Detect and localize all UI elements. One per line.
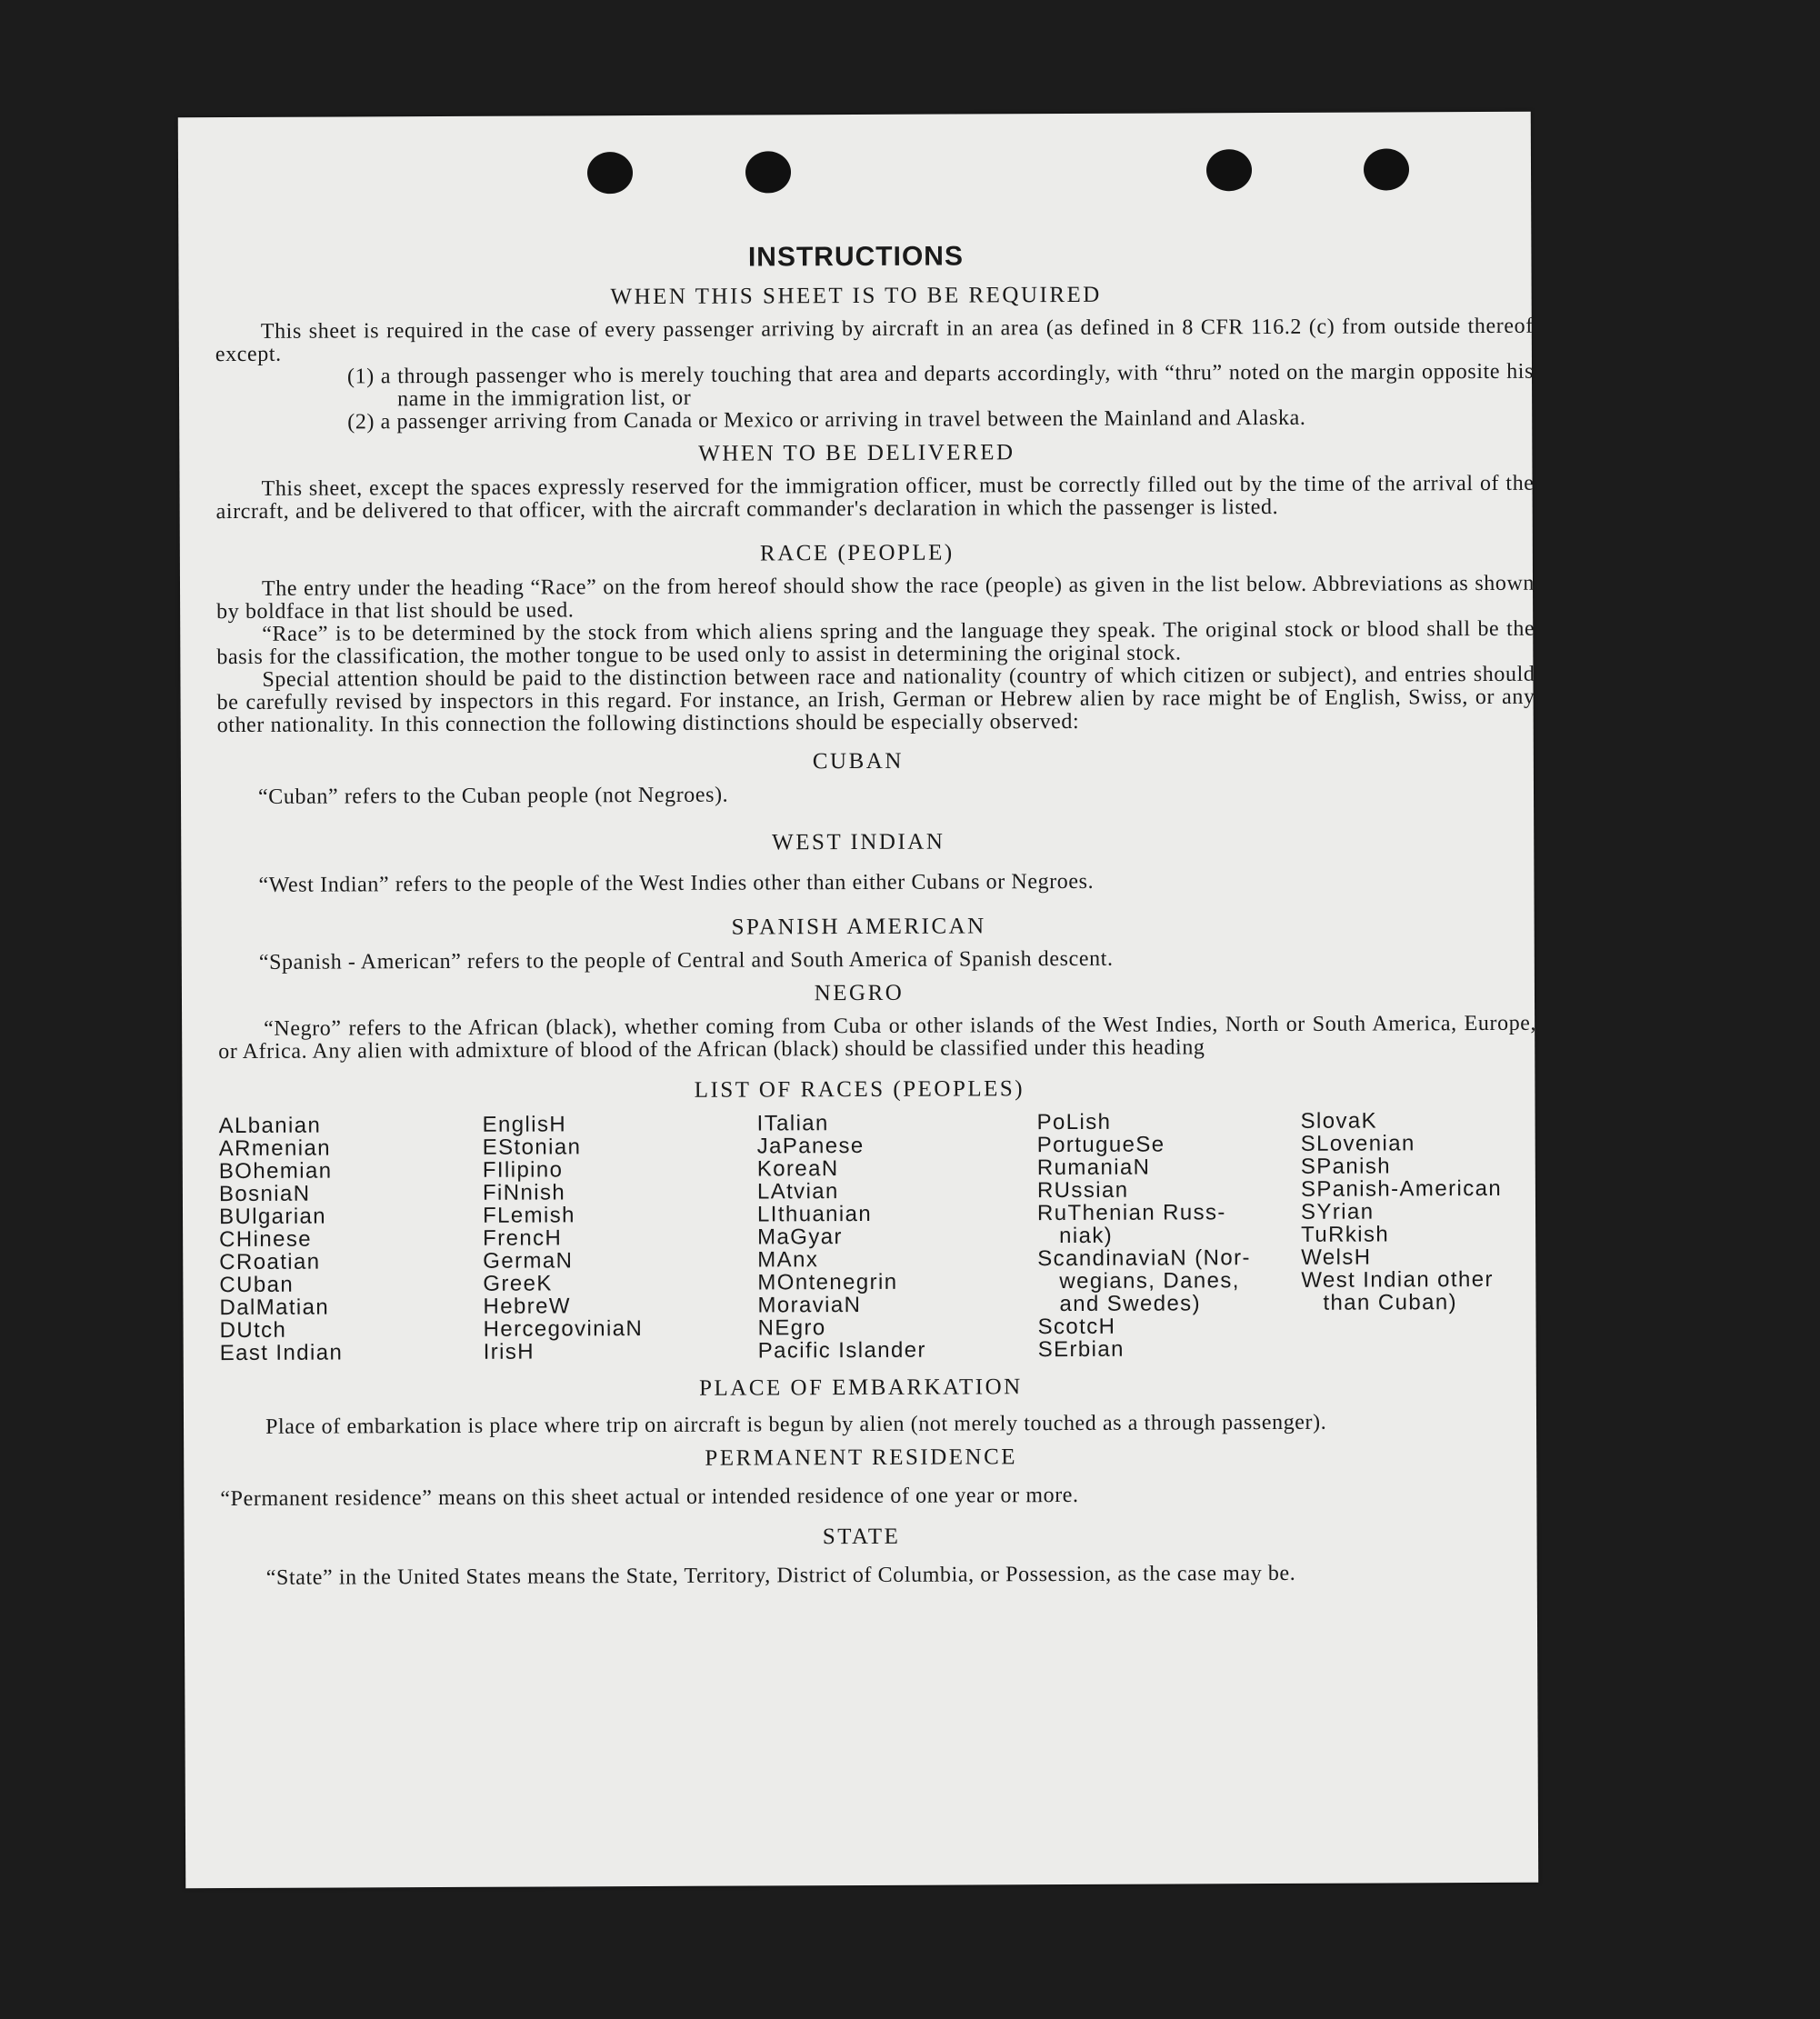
- race-entry: SLovenian: [1300, 1131, 1415, 1156]
- race-entry: MoraviaN: [757, 1292, 862, 1318]
- required-item-1: (1) a through passenger who is merely touching that area and departs accordingly, with “thru” noted on the margin opposite his name in the immigration list, or: [346, 359, 1535, 412]
- race-entry: ALbanian: [218, 1113, 322, 1139]
- races-column-3: [757, 1112, 926, 1363]
- punch-hole: [1364, 148, 1409, 190]
- document-title: INSTRUCTIONS: [747, 241, 965, 273]
- race-entry: EStonian: [482, 1134, 582, 1160]
- heading-embarkation: PLACE OF EMBARKATION: [699, 1374, 1023, 1401]
- race-entry: Pacific Islander: [757, 1337, 926, 1364]
- race-entry: SPanish-American: [1300, 1175, 1503, 1202]
- heading-cuban: CUBAN: [812, 748, 904, 775]
- races-column-4: [1037, 1110, 1252, 1361]
- race-entry: MaGyar: [757, 1224, 843, 1250]
- race-entry: FrencH: [483, 1225, 563, 1251]
- document-sheet: [178, 112, 1538, 1888]
- race-entry: LAtvian: [756, 1179, 839, 1204]
- cuban-text: “Cuban” refers to the Cuban people (not Negroes).: [257, 783, 729, 809]
- spanish-american-text: “Spanish - American” refers to the people of Central and South America of Spanish descent.: [258, 946, 1114, 975]
- race-entry: and Swedes): [1059, 1291, 1202, 1317]
- race-entry: SPanish: [1300, 1154, 1392, 1179]
- heading-spanish-american: SPANISH AMERICAN: [731, 914, 986, 940]
- race-entry: PoLish: [1036, 1109, 1112, 1135]
- race-entry: FIlipino: [482, 1157, 564, 1183]
- punch-hole: [745, 151, 791, 193]
- race-entry: FLemish: [482, 1203, 575, 1228]
- race-entry: BosniaN: [218, 1181, 311, 1207]
- race-entry: BOhemian: [218, 1158, 333, 1184]
- race-entry: than Cuban): [1323, 1290, 1458, 1315]
- heading-required: WHEN THIS SHEET IS TO BE REQUIRED: [610, 282, 1102, 310]
- punch-hole: [1206, 149, 1252, 191]
- heading-race: RACE (PEOPLE): [759, 540, 955, 566]
- race-entry: ScandinaviaN (Nor-: [1037, 1245, 1251, 1272]
- race-entry: PortugueSe: [1036, 1132, 1165, 1158]
- race-entry: HebreW: [483, 1294, 571, 1319]
- race-entry: RuThenian Russ-: [1036, 1200, 1226, 1226]
- race-entry: EnglisH: [482, 1112, 567, 1137]
- races-list: [219, 1109, 1538, 1369]
- race-entry: East Indian: [219, 1340, 344, 1366]
- race-entry: MOntenegrin: [757, 1269, 898, 1295]
- race-entry: DalMatian: [219, 1294, 330, 1321]
- heading-delivered: WHEN TO BE DELIVERED: [698, 440, 1015, 466]
- race-paragraph-1: The entry under the heading “Race” on the from hereof should show the race (people) as given in the list below. Abbreviations as shown by boldface in that list should be used.: [216, 571, 1535, 625]
- race-entry: CRoatian: [219, 1249, 321, 1275]
- race-entry: CHinese: [219, 1226, 313, 1253]
- races-column-5: [1301, 1109, 1503, 1314]
- race-entry: RumaniaN: [1036, 1154, 1151, 1181]
- race-entry: SErbian: [1037, 1336, 1125, 1363]
- heading-negro: NEGRO: [814, 980, 905, 1006]
- heading-west-indian: WEST INDIAN: [772, 829, 945, 855]
- race-entry: West Indian other: [1301, 1266, 1494, 1293]
- state-text: “State” in the United States means the State, Territory, District of Columbia, or Possession, as the case may be.: [265, 1561, 1296, 1590]
- race-entry: ITalian: [756, 1111, 829, 1136]
- races-column-1: [219, 1114, 344, 1364]
- race-entry: HercegoviniaN: [483, 1316, 644, 1342]
- heading-list-of-races: LIST OF RACES (PEOPLES): [694, 1076, 1025, 1103]
- race-entry: WelsH: [1301, 1244, 1372, 1270]
- race-paragraph-3: Special attention should be paid to the distinction between race and nationality (country of which citizen or subject), and entries should be carefully revised by inspectors in this regard. For instance, an Irish, German or Hebrew alien by race might be of English, Swiss, or any other nationality. In this connection the following distinctions should be especially observed:: [216, 662, 1535, 738]
- race-entry: wegians, Danes,: [1059, 1268, 1240, 1294]
- west-indian-text: “West Indian” refers to the people of the West Indies other than either Cubans or Negroes.: [258, 869, 1095, 897]
- residence-text: “Permanent residence” means on this sheet actual or intended residence of one year or more.: [220, 1483, 1079, 1512]
- race-entry: TuRkish: [1301, 1222, 1390, 1247]
- punch-hole: [587, 152, 633, 194]
- required-item-2: (2) a passenger arriving from Canada or Mexico or arriving in travel between the Mainland and Alaska.: [347, 405, 1306, 435]
- race-entry: MAnx: [757, 1247, 819, 1273]
- race-entry: FiNnish: [482, 1180, 566, 1205]
- race-entry: NEgro: [757, 1315, 826, 1341]
- document-body: [215, 239, 1538, 1590]
- heading-state: STATE: [822, 1524, 901, 1550]
- race-entry: SYrian: [1300, 1199, 1375, 1224]
- race-entry: ARmenian: [218, 1135, 332, 1162]
- race-paragraph-2: “Race” is to be determined by the stock from which aliens spring and the language they speak. The original stock or blood shall be the basis for the classification, the mother tongue to be used only to assist in determining the original stock.: [216, 616, 1535, 670]
- race-entry: CUban: [219, 1272, 295, 1298]
- required-intro: This sheet is required in the case of every passenger arriving by aircraft in an area (as defined in 8 CFR 116.2 (c) from outside thereof except.: [215, 314, 1534, 367]
- race-entry: LIthuanian: [756, 1201, 873, 1227]
- negro-text: “Negro” refers to the African (black), whether coming from Cuba or other islands of the West Indies, North or South America, Europe, or Africa. Any alien with admixture of blood of the African (black) should be classified under this heading: [218, 1011, 1537, 1064]
- race-entry: IrisH: [483, 1339, 535, 1364]
- race-entry: GermaN: [483, 1248, 574, 1274]
- races-column-2: [483, 1113, 644, 1364]
- delivered-text: This sheet, except the spaces expressly reserved for the immigration officer, must be correctly filled out by the time of the arrival of the aircraft, and be delivered to that officer, with the aircraft commander's declaration in which the passenger is listed.: [215, 471, 1535, 525]
- race-entry: KoreaN: [756, 1156, 839, 1182]
- race-entry: ScotcH: [1037, 1314, 1116, 1340]
- race-entry: SlovaK: [1300, 1108, 1378, 1134]
- race-entry: BUlgarian: [218, 1204, 327, 1230]
- race-entry: GreeK: [483, 1271, 553, 1296]
- race-entry: niak): [1059, 1223, 1114, 1249]
- race-entry: DUtch: [219, 1317, 287, 1344]
- race-entry: JaPanese: [756, 1133, 865, 1159]
- heading-permanent-residence: PERMANENT RESIDENCE: [705, 1444, 1018, 1471]
- race-entry: RUssian: [1036, 1177, 1129, 1204]
- embarkation-text: Place of embarkation is place where trip on aircraft is begun by alien (not merely touched as a through passenger).: [265, 1410, 1327, 1439]
